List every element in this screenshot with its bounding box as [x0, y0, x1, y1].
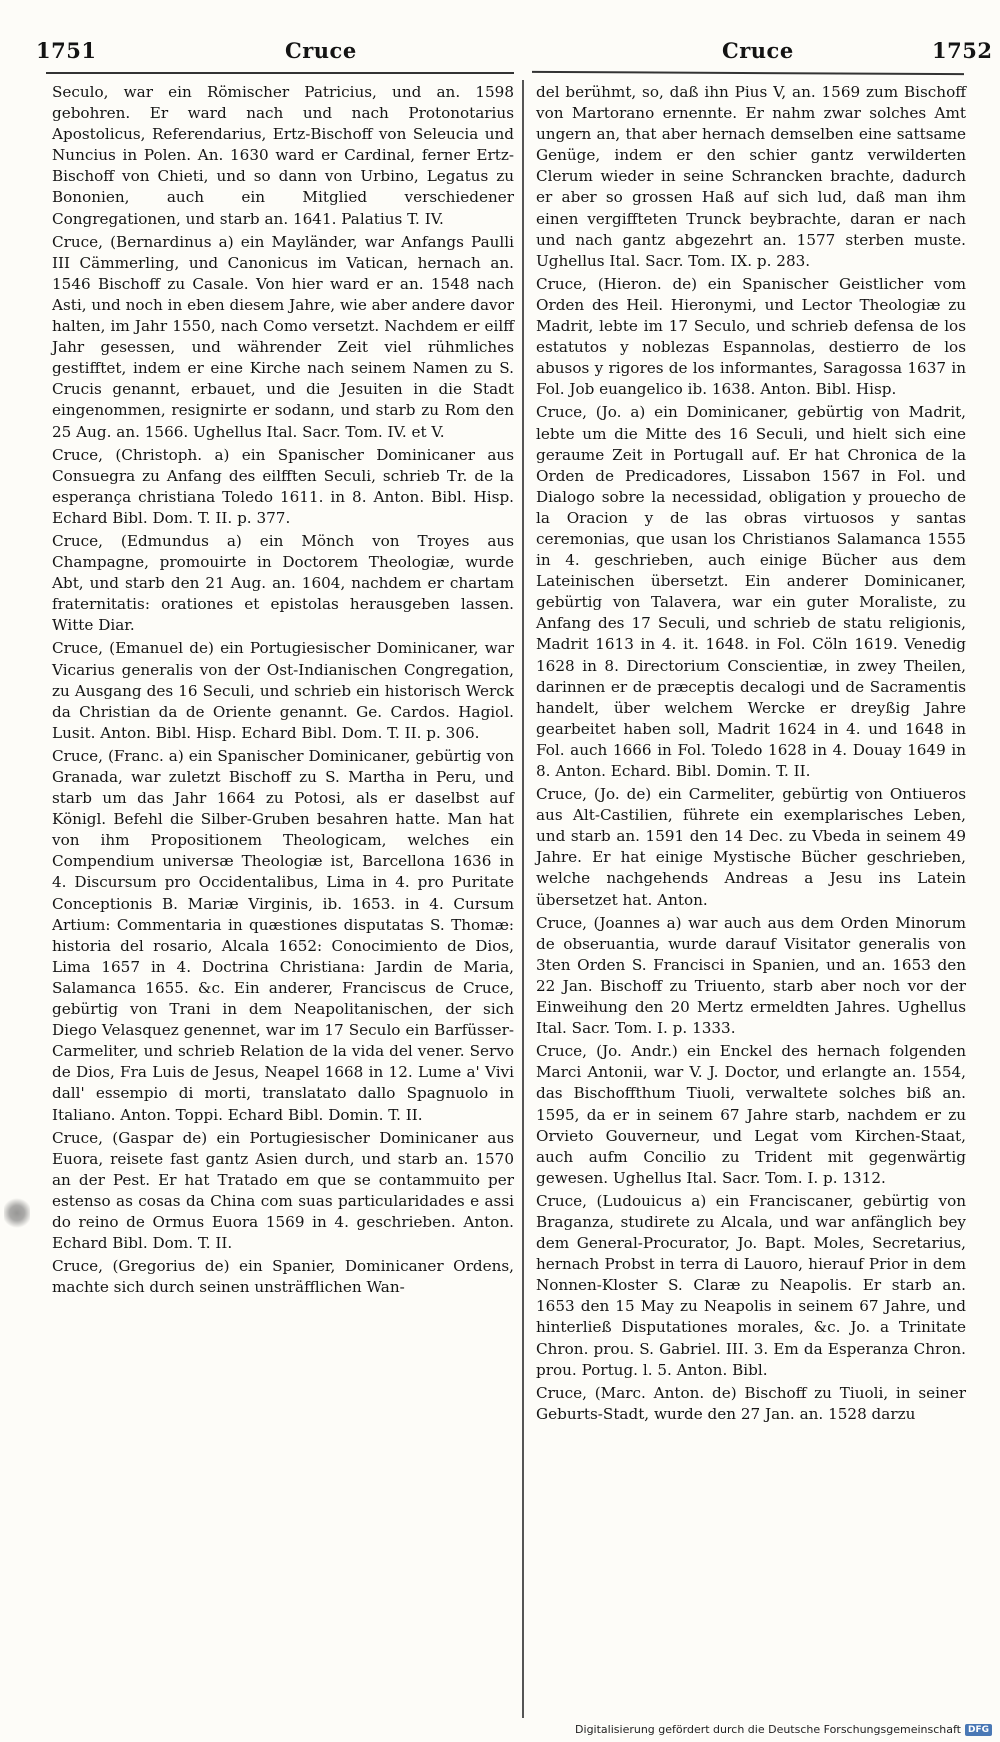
- running-head-right: Cruce: [722, 38, 794, 63]
- entry-text: del berühmt, so, daß ihn Pius V, an. 1569 zum Bischoff von Martorano ernennte. Er nahm zwar solches Amt ungern an, that aber hernach demselben eine sattsame Genüge, indem er den schier gantz verwilderten Clerum wieder in seine Schrancken brachte, dadurch er aber so grossen Haß auf sich lud, daß man ihm einen vergiffteten Trunck beybrachte, daran er nach und nach gantz abgezehrt an. 1577 sterben muste. Ughellus Ital. Sacr. Tom. IX. p. 283.: [536, 83, 966, 270]
- column-number-right: 1752: [932, 38, 993, 63]
- running-head-left: Cruce: [285, 38, 357, 63]
- header-rule-left: [46, 72, 514, 74]
- entry-text: Cruce, (Gregorius de) ein Spanier, Dominicaner Ordens, machte sich durch seinen unsträfflichen Wan-: [52, 1257, 514, 1297]
- entry-text: Cruce, (Marc. Anton. de) Bischoff zu Tiuoli, in seiner Geburts-Stadt, wurde den 27 Jan. an. 1528 darzu: [536, 1383, 966, 1423]
- header-rule-right: [532, 71, 964, 75]
- entry-text: Cruce, (Jo. a) ein Dominicaner, gebürtig von Madrit, lebte um die Mitte des 16 Seculi, und hielt sich eine geraume Zeit in Portugall auf. Er hat Chronica de la Orden de Predicadores, Lissabon 1567 in Fol. und Dialogo sobre la necessidad, obligation y prouecho de la Oracion y de las obras virtuosos y santas ceremonias, que usan los Christianos Salamanca 1555 in 4. geschrieben, auch einige Bücher aus dem Lateinischen übersetzt. Ein anderer Dominicaner, gebürtig von Talavera, war ein guter Moraliste, zu Anfang des 17 Seculi, und schrieb de statu religionis, Madrit 1613 in 4. it. 1648. in Fol. Cöln 1619. Venedig 1628 in 8. Directorium Conscientiæ, in zwey Theilen, darinnen er de præceptis decalogi und de Sacramentis handelt, über welchem Wercke er dreyßig Jahre gearbeitet haben soll, Madrit 1624 in 4. und 1648 in Fol. auch 1666 in Fol. Toledo 1628 in 4. Douay 1649 in 8. Anton. Echard. Bibl. Domin. T. II.: [536, 403, 966, 780]
- ink-smudge: [4, 1196, 30, 1230]
- entry-text: Cruce, (Jo. de) ein Carmeliter, gebürtig von Ontiueros aus Alt-Castilien, führete ein exemplarisches Leben, und starb an. 1591 den 14 Dec. zu Vbeda in seinem 49 Jahre. Er hat einige Mystische Bücher geschrieben, welche nachgehends Andreas a Jesu ins Latein übersetzet hat. Anton.: [536, 785, 966, 909]
- entry-text: Cruce, (Hieron. de) ein Spanischer Geistlicher vom Orden des Heil. Hieronymi, und Lector Theologiæ zu Madrit, lebte im 17 Seculo, und schrieb defensa de los estatutos y noblezas Espannolas, destierro de los abusos y rigores de los informantes, Saragossa 1637 in Fol. Job euangelico ib. 1638. Anton. Bibl. Hisp.: [536, 274, 966, 399]
- entry-text: Cruce, (Joannes a) war auch aus dem Orden Minorum de obseruantia, wurde darauf Visitator generalis von 3ten Orden S. Francisci in Spanien, und an. 1653 den 22 Jan. Bischoff zu Triuento, starb aber noch vor der Einweihung den 20 Mertz ermeldten Jahres. Ughellus Ital. Sacr. Tom. I. p. 1333.: [536, 913, 966, 1038]
- left-column: [52, 82, 514, 1298]
- column-divider: [522, 80, 524, 1718]
- entry-text: Seculo, war ein Römischer Patricius, und an. 1598 gebohren. Er ward nach und nach Protonotarius Apostolicus, Referendarius, Ertz-Bischoff von Seleucia und Nuncius in Polen. An. 1630 ward er Cardinal, ferner Ertz-Bischoff von Chieti, und so dann von Urbino, Legatus zu Bononien, auch ein Mitglied verschiedener Congregationen, und starb an. 1641. Palatius T. IV.: [52, 83, 514, 228]
- credit-text: Digitalisierung gefördert durch die Deutsche Forschungsgemeinschaft: [575, 1723, 961, 1736]
- right-column: [536, 82, 966, 1425]
- entry-text: Cruce, (Emanuel de) ein Portugiesischer Dominicaner, war Vicarius generalis von der Ost-Indianischen Congregation, zu Ausgang des 16 Seculi, und schrieb ein historisch Werck da Christian da de Oriente genannt. Ge. Cardos. Hagiol. Lusit. Anton. Bibl. Hisp. Echard Bibl. Dom. T. II. p. 306.: [52, 639, 514, 742]
- digitization-credit: [575, 1723, 992, 1736]
- entry-text: Cruce, (Gaspar de) ein Portugiesischer Dominicaner aus Euora, reisete fast gantz Asien durch, und starb an. 1570 an der Pest. Er hat Tratado em que se contammuito per estenso as cosas da China com suas particularidades e assi do reino de Ormus Euora 1569 in 4. geschrieben. Anton. Echard Bibl. Dom. T. II.: [52, 1128, 514, 1253]
- entry-text: Cruce, (Ludouicus a) ein Franciscaner, gebürtig von Braganza, studirete zu Alcala, und war anfänglich bey dem General-Procurator, Jo. Bapt. Moles, Secretarius, hernach Probst in terra di Lauoro, hierauf Prior in dem Nonnen-Kloster S. Claræ zu Neapolis. Er starb an. 1653 den 15 May zu Neapolis in seinem 67 Jahre, und hinterließ Disputationes morales, &c. Jo. a Trinitate Chron. prou. S. Gabriel. III. 3. Em da Esperanza Chron. prou. Portug. l. 5. Anton. Bibl.: [536, 1191, 966, 1379]
- column-number-left: 1751: [36, 38, 97, 63]
- entry-text: Cruce, (Jo. Andr.) ein Enckel des hernach folgenden Marci Antonii, war V. J. Doctor, und erlangte an. 1554, das Bischoffthum Tiuoli, verwaltete solches biß an. 1595, da er in seinem 67 Jahre starb, nachdem er zu Orvieto Gouverneur, und Legat vom Kirchen-Staat, auch aufm Concilio zu Trident mit gegenwärtig gewesen. Ughellus Ital. Sacr. Tom. I. p. 1312.: [536, 1042, 966, 1187]
- entry-text: Cruce, (Bernardinus a) ein Mayländer, war Anfangs Paulli III Cämmerling, und Canonicus im Vatican, hernach an. 1546 Bischoff zu Casale. Von hier ward er an. 1548 nach Asti, und noch in eben diesem Jahre, wie aber andere davor halten, im Jahr 1550, nach Como versetzt. Nachdem er eilff Jahr gesessen, und währender Zeit viel rühmliches gestifftet, indem er eine Kirche nach seinem Namen zu S. Crucis genannt, erbauet, und die Jesuiten in die Stadt eingenommen, resignirte er sodann, und starb zu Rom den 25 Aug. an. 1566. Ughellus Ital. Sacr. Tom. IV. et V.: [52, 232, 514, 441]
- entry-text: Cruce, (Christoph. a) ein Spanischer Dominicaner aus Consuegra zu Anfang des eilfften Seculi, schrieb Tr. de la esperança christiana Toledo 1611. in 8. Anton. Bibl. Hisp. Echard Bibl. Dom. T. II. p. 377.: [52, 445, 514, 527]
- entry-text: Cruce, (Edmundus a) ein Mönch von Troyes aus Champagne, promouirte in Doctorem Theologiæ, wurde Abt, und starb den 21 Aug. an. 1604, nachdem er chartam fraternitatis: orationes et epistolas herausgeben lassen. Witte Diar.: [52, 531, 514, 635]
- entry-text: Cruce, (Franc. a) ein Spanischer Dominicaner, gebürtig von Granada, war zuletzt Bischoff zu S. Martha in Peru, und starb um das Jahr 1664 zu Potosi, als er daselbst auf Königl. Befehl die Silber-Gruben besahren hatte. Man hat von ihm Propositionem Theologicam, welches ein Compendium universæ Theologiæ ist, Barcellona 1636 in 4. Discursum pro Occidentalibus, Lima in 4. pro Puritate Conceptionis B. Mariæ Virginis, ib. 1653. in 4. Cursum Artium: Commentaria in quæstiones disputatas S. Thomæ: historia del rosario, Alcala 1652: Conocimiento de Dios, Lima 1657 in 4. Doctrina Christiana: Jardin de Maria, Salamanca 1655. &c. Ein anderer, Franciscus de Cruce, gebürtig von Trani in dem Neapolitanischen, der sich Diego Velasquez genennet, war im 17 Seculo ein Barfüsser-Carmeliter, und schrieb Relation de la vida del vener. Servo de Dios, Fra Luis de Jesus, Neapel 1668 in 12. Lume a' Vivi dall' essempio di morti, translatato dallo Spagnuolo in Italiano. Anton. Toppi. Echard Bibl. Domin. T. II.: [52, 746, 514, 1124]
- dfg-logo-icon: DFG: [965, 1724, 992, 1736]
